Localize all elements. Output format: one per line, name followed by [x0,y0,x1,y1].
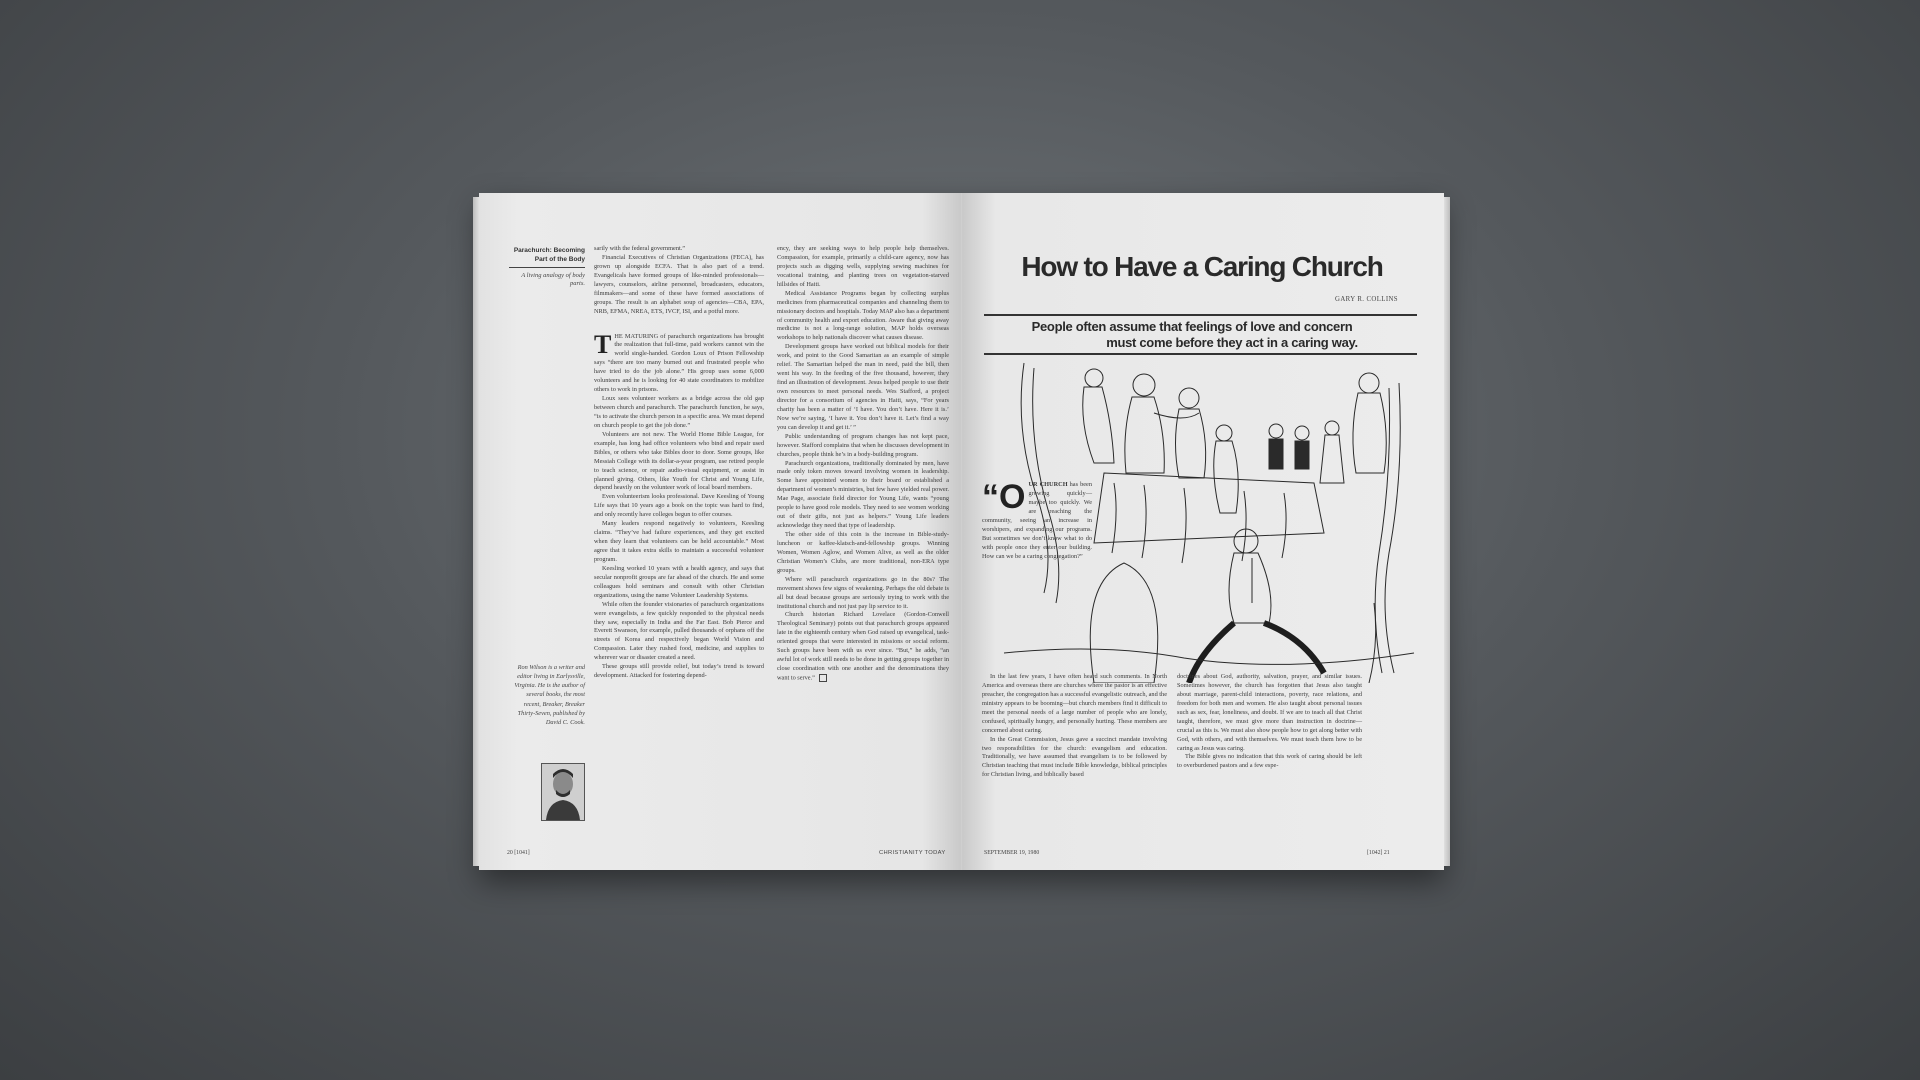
paragraph: Where will parachurch organizations go in the 80s? The movement shows few signs of weakening. Perhaps the old debate is all but dead because groups are seriously trying to work with the institutional church and not just pay lip service to it. [777,575,949,610]
folio-page-number: [1042] 21 [1367,850,1390,856]
end-mark-icon [819,674,827,682]
section-sidehead: Parachurch: Becoming Part of the Body [509,247,585,268]
right-page [962,193,1444,870]
paragraph: Public understanding of program changes has not kept pace, however. Stafford complains that when he discusses development in churches, people think he’s in a body-building program. [777,432,949,458]
page-edge-right [1444,197,1450,866]
paragraph: The other side of this coin is the increase in Bible-study-luncheon or kaffee-klatsch-and-fellowship groups. Winning Women, Women Aglow, and Women Alive, as well as the older Christian Women’s Clubs, are more traditional, non-ERA type groups. [777,531,949,574]
paragraph: While often the founder visionaries of parachurch organizations were evangelists, a few quickly responded to the physical needs they saw, especially in India and the Far East. Bob Pierce and Everett Swanson, for example, pulled thousands of orphans off the streets of Korea and respectively began World Vision and Compassion. Later they rushed food, medicine, and supplies to wherever war or disaster created a need. [594,600,764,662]
right-intro-column [982,478,1092,561]
deck-line: must come before they act in a caring way. [1106,335,1358,350]
paragraph: The Bible gives no indication that this work of caring should be left to overburdened pastors and a few espe- [1177,753,1362,770]
paragraph: Medical Assistance Programs began by collecting surplus medicines from pharmaceutical companies and channeling them to missionary doctors and hospitals. Today MAP also has a department of community health and export education. Aware that giving away medicine is not a long-range solution, MAP holds overseas workshops to help nationals discover what causes disease. [777,289,949,342]
paragraph: Development groups have worked out biblical models for their work, and point to the Good Samaritan as an example of simple relief. The Samaritan helped the man in need, paid the bill, then went his way. In the feeding of the five thousand, however, they find an illustration of development. Jesus helped people to use their own resources to meet personal needs. Wes Stafford, a project director for a consortium of agencies in Haiti, says, “For years charity has been a matter of ‘I have. You don’t have. Here it is.’ Now we’re saying, ‘I have it. You don’t have it. Let’s find a way you can develop it and get it.’ ” [777,343,949,431]
paragraph: doctrines about God, authority, salvation, prayer, and similar issues. Sometimes however, the church has forgotten that Jesus also taught about marriage, parent-child interactions, poverty, race relations, and freedom for both men and women. He also taught about personal issues such as sex, fear, loneliness, and doubt. If we are to teach all that Christ taught, therefore, we must give more than instruction in doctrine—crucial as this is. We must also show people how to get along better with God, with others, and with themselves. We must teach them how to be caring as Jesus was caring. [1177,673,1362,752]
paragraph: In the Great Commission, Jesus gave a succinct mandate involving two responsibilities for the church: evangelism and education. Traditionally, we have assumed that evangelism is to be followed by Christian teaching that must include Bible knowledge, biblical principles for Christian living, and biblically based [982,735,1167,779]
deck-line: People often assume that feelings of love and concern [1031,319,1353,334]
folio-magazine-name: CHRISTIANITY TODAY [879,850,946,856]
author-photo [541,763,585,821]
left-page [479,193,962,870]
paragraph: Financial Executives of Christian Organizations (FECA), has grown up alongside ECFA. That is also part of a trend. Evangelicals have formed groups of like-minded professionals—lawyers, counselors, airline personnel, broadcasters, educators, filmmakers—and some of these have formed associations of groups. The result is an alphabet soup of agencies—CBA, EPA, NRB, EFMA, NREA, ETS, IVCF, ISI, and a potful more. [594,253,764,315]
drop-cap: “O [982,478,1026,516]
paragraph [777,611,949,683]
lead-text: has been growing quickly—maybe too quickly. We are reaching the community, seeing an increase in worshipers, and expanding our programs. But sometimes we don’t know what to do with people once they enter our building. How can we be a caring congregation?” [982,481,1092,560]
right-column-2 [1177,673,1362,771]
lead-paragraph [982,478,1092,561]
paragraph: Parachurch organizations, traditionally dominated by men, have made only token moves toward involving women in leadership. Some have appointed women to their board or established a department of women’s ministries, but few have yielded real power. Mae Page, associate field director for Young Life, wants “young people to have good role models. They need to see women working out of their gifts, not just as helpers.” Young Life leaders acknowledge they need that type of leadership. [777,459,949,530]
paragraph: Keesling worked 10 years with a health agency, and says that secular nonprofit groups are far ahead of the church. He and some colleagues hold seminars and consult with other Christian organizations, using the name Volunteer Leadership Systems. [594,564,764,599]
left-column-2 [777,245,949,683]
closing-paragraph-text: Church historian Richard Lovelace (Gordon-Conwell Theological Seminary) points out that parachurch groups appeared late in the eighteenth century when God raised up evangelical, task-oriented groups that were interested in missions or social reform. Such groups have been with us ever since. “But,” he adds, “an awful lot of work still needs to be done in getting groups together in close coordination with one another and the denominations they want to serve.” [777,611,949,682]
magazine-spread [479,193,1444,870]
paragraph: Even volunteerism looks professional. Dave Keesling of Young Life says that 10 years ago a book on the topic was hard to find, and only recently have colleges begun to offer courses. [594,493,764,519]
left-column-1 [594,245,764,681]
article-deck [992,319,1392,351]
lead-caps: UR CHURCH [1028,481,1068,488]
paragraph: Loux sees volunteer workers as a bridge across the old gap between church and parachurch. The parachurch function, he says, “is to activate the church person in a specific area. We must depend on church people to get the job done.” [594,395,764,429]
paragraph: ency, they are seeking ways to help people help themselves. Compassion, for example, primarily a child-care agency, now has projects such as digging wells, supplying sewing machines for vocational training, and planting trees on vegetation-starved hillsides of Haiti. [777,245,949,288]
article-byline: GARY R. COLLINS [1335,296,1398,303]
paragraph: In the last few years, I have often heard such comments. In North America and overseas there are churches where the pastor is an effective preacher, the congregation has a successful evangelistic outreach, and the ministry appears to be booming—but church members find it difficult to meet the personal needs of a large number of people who are lonely, confused, spiritually hungry, and personally hurting. These members are concerned about caring. [982,673,1167,734]
section-subtitle: A living analogy of body parts. [521,272,585,288]
paragraph: Many leaders respond negatively to volunteers, Keesling claims. “They’ve had failure experiences, and they get excited when they learn that volunteers can be held accountable.” Most agree that it takes extra skills to maintain a successful volunteer program. [594,520,764,563]
paragraph: These groups still provide relief, but today’s trend is toward development. Attacked for fostering depend- [594,663,764,680]
right-column-1 [982,673,1167,780]
author-bio: Ron Wilson is a writer and editor living in Earlysville, Virginia. He is the author of several books, the most recent, Breaker, Breaker Thirty-Seven, published by David C. Cook. [514,664,585,726]
drop-cap: T [594,329,612,359]
folio-page-number: 20 [1041] [507,850,530,856]
deck-rule-top [984,314,1417,316]
lead-text: HE MATURING of parachurch organizations has brought the realization that full-time, paid workers cannot win the world single-handed. Gordon Loux of Prison Fellowship says “there are too many burned out and frustrated people who have tried to do the job alone.” His group uses some 6,000 volunteers and he is looking for 40 state coordinators to mobilize others to work in prisons. [594,332,764,394]
paragraph: sarily with the federal government.” [594,245,686,252]
paragraph: Volunteers are not new. The World Home Bible League, for example, has long had office volunteers who bind and repair used Bibles, or others who take Bibles door to door. Some groups, like Messiah College with its dollar-a-year program, use retired people to teach science, or repair audio-visual equipment, or assist in planned giving. Others, like Youth for Christ and Young Life, depend heavily on the volunteer work of local board members. [594,430,764,492]
folio-date: SEPTEMBER 19, 1980 [984,850,1040,856]
lead-paragraph [594,329,764,396]
article-title: How to Have a Caring Church [1021,251,1383,282]
